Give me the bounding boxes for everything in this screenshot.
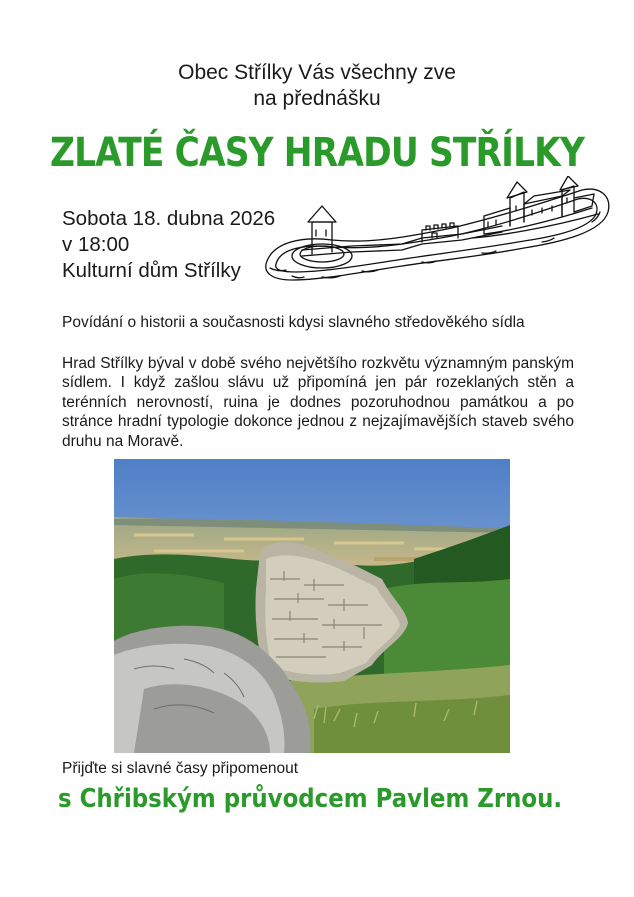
castle-ruin-photo [114, 459, 510, 753]
intro-line-1: Obec Střílky Vás všechny zve [178, 61, 456, 84]
call-to-action: Přijďte si slavné časy připomenout [62, 760, 299, 777]
guide-line: s Chřibským průvodcem Pavlem Zrnou. [58, 784, 563, 814]
castle-sketch [262, 176, 614, 294]
invitation-intro [0, 60, 634, 112]
event-time: v 18:00 [62, 233, 130, 256]
castle-description: Hrad Střílky býval v době svého největšího rozkvětu významným panským sídlem. I když zašlou slávu už připomíná jen pár rozeklaných stěn a terénních nerovností, ruina je dodnes pozoruhodnou památkou a po stránce hradní typologie dokonce jednou z nejzajímavějších staveb svého druhu na Moravě. [62, 355, 574, 450]
lecture-lead: Povídání o historii a současnosti kdysi slavného středověkého sídla [62, 314, 525, 331]
event-date: Sobota 18. dubna 2026 [62, 207, 276, 230]
poster-title: ZLATÉ ČASY HRADU STŘÍLKY [49, 130, 585, 176]
event-details [62, 206, 275, 284]
event-place: Kulturní dům Střílky [62, 259, 241, 282]
intro-line-2: na přednášku [253, 87, 381, 110]
